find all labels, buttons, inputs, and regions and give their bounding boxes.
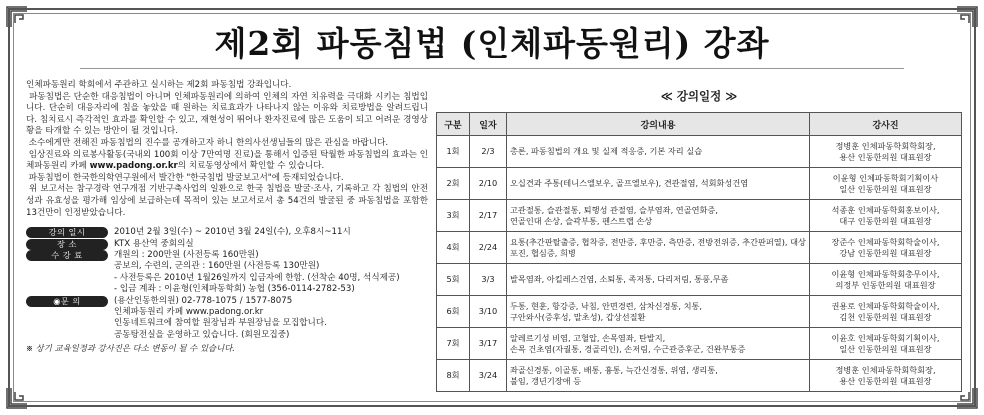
header-lecturer: 강사진 bbox=[810, 113, 962, 136]
page-title: 제2회 파동침법 (인체파동원리) 강좌 bbox=[214, 24, 770, 63]
session-date: 3/17 bbox=[470, 328, 507, 360]
session-lecturer: 정병훈 인체파동학회학회장, 용산 인동한의원 대표원장 bbox=[810, 136, 962, 168]
schedule-row bbox=[437, 328, 962, 360]
session-lecturer: 이윤호 인체파동학회기획이사, 일산 인동한의원 대표원장 bbox=[810, 328, 962, 360]
intro-paragraph: 파동침법이 한국한의학연구원에서 발간한 "한국침법 발굴보고서"에 등재되었습니다. bbox=[28, 172, 344, 183]
session-date: 2/17 bbox=[470, 200, 507, 232]
intro-paragraph: 소수에게만 전해진 파동침법의 진수를 공개하고자 하니 한의사선생님들의 많은 관심을 바랍니다. bbox=[28, 137, 389, 148]
contact-label: ◉문 의 bbox=[26, 296, 108, 307]
schedule-row bbox=[437, 264, 962, 296]
session-content: 고관절통, 슬관절통, 퇴행성 관절염, 슬부염좌, 연골연화증, 연골인대 손상, 슬곽부통, 펜스트랩 손상 bbox=[507, 200, 810, 232]
info-place bbox=[26, 239, 428, 250]
session-number: 7회 bbox=[437, 328, 470, 360]
fee-line: 개원의 : 200만원 (사전등록 160만원) bbox=[114, 249, 259, 260]
contact-line: 공동탕전실을 운영하고 있습니다. (회원모집중) bbox=[114, 329, 290, 340]
session-date: 2/24 bbox=[470, 232, 507, 264]
session-number: 6회 bbox=[437, 296, 470, 328]
fee-label: 수 강 료 bbox=[26, 250, 108, 261]
left-column bbox=[26, 80, 428, 355]
header-no: 구분 bbox=[437, 113, 470, 136]
session-number: 4회 bbox=[437, 232, 470, 264]
intro-text bbox=[26, 80, 428, 219]
schedule-row bbox=[437, 360, 962, 392]
session-date: 3/3 bbox=[470, 264, 507, 296]
session-content: 두통, 현훈, 항강증, 낙침, 안면경련, 삼차신경통, 치통, 구안와사(증후성, 말초성), 갑상선질환 bbox=[507, 296, 810, 328]
schedule-section bbox=[436, 88, 962, 392]
session-date: 3/24 bbox=[470, 360, 507, 392]
schedule-row bbox=[437, 296, 962, 328]
session-number: 3회 bbox=[437, 200, 470, 232]
schedule-row bbox=[437, 168, 962, 200]
session-lecturer: 권용로 인체파동학회학술이사, 김천 인동한의원 대표원장 bbox=[810, 296, 962, 328]
contact-line: 인체파동원리 카페 www.padong.or.kr bbox=[114, 306, 264, 317]
session-content: 알레르기성 비염, 고혈압, 손목염좌, 탄발지, 손목 건초염(자궐통, 경골리인), 손저림, 수근관증후군, 건완부통증 bbox=[507, 328, 810, 360]
session-number: 1회 bbox=[437, 136, 470, 168]
session-content: 발목염좌, 아킬레스건염, 소퇴통, 족저통, 다리저림, 통풍,무좀 bbox=[507, 264, 810, 296]
schedule-header-row bbox=[437, 113, 962, 136]
schedule-change-note: ※ 상기 교육일정과 강사진은 다소 변동이 될 수 있습니다. bbox=[26, 343, 235, 354]
header-content: 강의내용 bbox=[507, 113, 810, 136]
fee-line: 공보의, 수련의, 군의관 : 160만원 (사전등록 130만원) bbox=[114, 261, 320, 272]
intro-paragraph: 파동침법은 단순한 대응침법이 아니며 인체파동원리에 의하여 인체의 자연 치유력을 극대화 시키는 침법입니다. 단순히 대응자리에 침을 놓았을 때 원하는 치료효과가 나타나지 않는 이유와 치료방법을 알려드립니다. 침치료시 즉각적인 효과를 확인할 수 있고, 재현성이 뛰어나 환자진료에 많은 도움이 되고 어려운 경영상황을 타개할 수 있는 방안이 될 것입니다. bbox=[26, 91, 428, 137]
session-date: 2/10 bbox=[470, 168, 507, 200]
title-divider bbox=[80, 68, 904, 69]
intro-paragraph: 인체파동원리 학회에서 주관하고 실시하는 제2회 파동침법 강좌입니다. bbox=[26, 80, 292, 90]
fee-line: - 사전등록은 2010년 1월26일까지 입금자에 한함. (선착순 40명, 석식제공) bbox=[114, 272, 400, 283]
info-fee bbox=[26, 250, 428, 261]
intro-paragraph: 위 보고서는 참구경락 연구개점 기반구축사업의 일환으로 한국 침법을 발굴·조사, 기록하고 각 침법의 안전성과 유효성을 평가해 임상에 보급하는데 목적이 있는 보고서로서 총 54건의 발굴된 중 파동침법을 포함한 13건만이 인정받았습니다. bbox=[26, 184, 428, 218]
schedule-row bbox=[437, 136, 962, 168]
cafe-link[interactable]: www.padong.or.kr bbox=[89, 161, 178, 172]
session-number: 8회 bbox=[437, 360, 470, 392]
session-date: 2/3 bbox=[470, 136, 507, 168]
session-lecturer: 정병훈 인체파동학회학회장, 용산 인동한의원 대표원장 bbox=[810, 360, 962, 392]
info-contact bbox=[26, 296, 428, 307]
header-date: 일자 bbox=[470, 113, 507, 136]
session-number: 2회 bbox=[437, 168, 470, 200]
schedule-body bbox=[437, 136, 962, 392]
contact-line: 인동네트워크에 참여할 원장님과 부원장님을 모집합니다. bbox=[114, 318, 327, 329]
session-content: 오십견과 주통(테니스엘보우, 골프엘보우), 견관절염, 석회화성건염 bbox=[507, 168, 810, 200]
session-content: 요통(추간판탈출증, 협착증, 전만증, 후만증, 측만증, 전방전위증, 추간판퍼열), 대상포진, 협심증, 희병 bbox=[507, 232, 810, 264]
session-lecturer: 석종훈 인체파동학회홍보이사, 대구 인동한의원 대표원장 bbox=[810, 200, 962, 232]
schedule-title: ≪ 강의일정 ≫ bbox=[660, 89, 738, 103]
contact-line: (용산인동한의원) 02-778-1075 / 1577-8075 bbox=[114, 295, 293, 306]
session-lecturer: 이윤형 인체파동학회기획이사 일산 인동한의원 대표원장 bbox=[810, 168, 962, 200]
session-lecturer: 장준수 인체파동학회학술이사, 강남 인동한의원 대표원장 bbox=[810, 232, 962, 264]
session-content: 총론, 파동침법의 개요 및 실제 적응증, 기본 자리 실습 bbox=[507, 136, 810, 168]
intro-paragraph: 임상진료와 의료봉사활동(국내외 100회 이상 7만여명 진료)을 통해서 입증된 탁월한 파동침법의 효과는 인체파동원리 카페 www.padong.or.kr의 치료동영상에서 확인할 수 있습니다. bbox=[26, 149, 428, 172]
session-number: 5회 bbox=[437, 264, 470, 296]
schedule-row bbox=[437, 200, 962, 232]
course-info bbox=[26, 227, 428, 354]
fee-line: - 입금 계좌 : 이윤형(인체파동학회) 농협 (356-0114-2782-53) bbox=[114, 284, 355, 295]
period-label: 강의 일시 bbox=[26, 227, 108, 238]
session-date: 3/10 bbox=[470, 296, 507, 328]
place-label: 장 소 bbox=[26, 239, 108, 250]
session-content: 좌골신경통, 이골통, 배통, 흉통, 늑간신경통, 위염, 생리통, 불임, 갱년기장애 등 bbox=[507, 360, 810, 392]
place-value: KTX 용산역 중회의실 bbox=[114, 238, 194, 249]
period-value: 2010년 2월 3일(수) ~ 2010년 3월 24일(수), 오후8시~11시 bbox=[114, 227, 351, 238]
schedule-row bbox=[437, 232, 962, 264]
info-period bbox=[26, 227, 428, 238]
corner-ornament-bottom-left-icon bbox=[6, 387, 28, 409]
session-lecturer: 이윤형 인체파동학회총무이사, 의정부 인동한의원 대표원장 bbox=[810, 264, 962, 296]
schedule-table bbox=[436, 112, 962, 392]
